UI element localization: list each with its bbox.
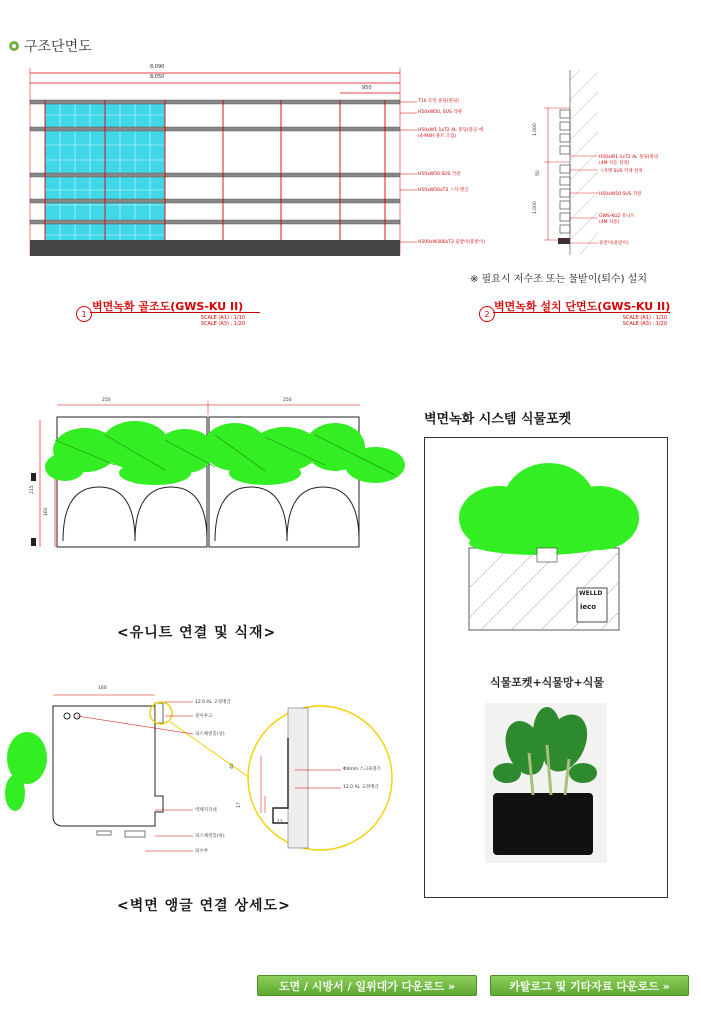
dim-h: 215: [30, 485, 35, 494]
frame-label: H200xW300xT2 물받이(물받이): [418, 240, 485, 245]
scale-a3: SCALE (A3) : 1/20: [622, 321, 667, 327]
scale-a3: SCALE (A3) : 1/20: [200, 321, 245, 327]
frame-drawing: [25, 60, 465, 265]
unit-drawing: [25, 395, 410, 555]
note-text: ※ 필요시 저수조 또는 물받이(퇴수) 설치: [470, 274, 647, 285]
dim-d1: 40: [230, 763, 235, 769]
dim-overall: 8,090: [150, 64, 165, 70]
angle-caption: <벽면 앵글 연결 상세도>: [117, 898, 291, 914]
angle-label: 피스체결홀(상): [195, 732, 225, 737]
dim-w2: 250: [283, 398, 292, 403]
download-drawings-button[interactable]: 도면 / 시방서 / 일위대가 다운로드 »: [257, 975, 477, 996]
angle-label: 퇴수부: [195, 849, 209, 854]
frame-label: T10 측면 몰딩(몰딩): [418, 99, 459, 104]
unit-caption: <유니트 연결 및 식재>: [117, 625, 277, 641]
bullet-icon: [9, 41, 19, 51]
pocket-logo-welld: WELLD: [579, 590, 603, 597]
drawing-title-1: 벽면녹화 골조도(GWS-KU II): [92, 300, 244, 313]
angle-drawing: [5, 678, 415, 868]
dim-mid: 50: [536, 170, 541, 176]
pocket-drawing: [439, 448, 639, 633]
pocket-logo-ieco: ieco: [580, 603, 597, 611]
drawing-title-2: 벽면녹화 설치 단면도(GWS-KU II): [494, 300, 671, 313]
dim-top: 1,000: [533, 123, 538, 136]
frame-label: H50xW50 SUS 각관: [418, 172, 461, 177]
dim-d3: 11: [277, 820, 283, 825]
scale-a1: SCALE (A1) : 1/10: [200, 315, 245, 321]
section-title: 구조단면도: [24, 39, 92, 55]
dim-w: 160: [98, 686, 107, 691]
dim-bottom: 1,000: [533, 201, 538, 214]
pocket-panel: [424, 437, 668, 898]
section-header: [9, 36, 92, 56]
frame-label: H50xW50xT3 ㄱ자 앵글: [418, 188, 469, 193]
section-label: GWS-KU2 유니트 (4M 자동): [599, 214, 635, 225]
dim-h2: 160: [44, 507, 49, 516]
angle-label: 피스체결홀(하): [195, 834, 225, 839]
angle-label: 12.0 AL 고정앵글: [343, 785, 379, 790]
frame-label: H50xW50, SUS 각관: [418, 110, 462, 115]
angle-label: 벽체지지대: [195, 808, 217, 813]
section-label: H50xW1.1xT2 AL 몰딩(몰딩 (4M 자동 설치): [599, 155, 659, 166]
pocket-title: 벽면녹화 시스템 식물포켓: [424, 412, 572, 427]
section-label: ㄱ자앵 SUS 각재 설치: [599, 169, 643, 174]
pocket-photo: [485, 703, 607, 863]
frame-label: H50xW1.1xT2 AL 몰딩(몰딩 에 (4-M4H 볼트 조립): [418, 128, 484, 139]
section-label: H50xW50 SUS 각관: [599, 192, 642, 197]
drawing-number-1: 1: [76, 306, 92, 322]
scale-a1: SCALE (A1) : 1/10: [622, 315, 667, 321]
pocket-caption: 식물포켓+식물망+식물: [489, 676, 605, 689]
angle-label: 걸이후크: [195, 714, 213, 719]
drawing-number-2: 2: [479, 306, 495, 322]
dim-d2: 17: [237, 802, 242, 808]
download-catalog-button[interactable]: 카탈로그 및 기타자료 다운로드 »: [490, 975, 689, 996]
dim-module: 950: [362, 85, 372, 91]
dim-w1: 250: [102, 398, 111, 403]
dim-inner: 8,050: [150, 74, 165, 80]
angle-label: Φ4mm 스크류볼트: [343, 767, 382, 772]
angle-label: 12.0 AL 고정앵글: [195, 700, 231, 705]
section-label: 물받이(물받이): [599, 241, 629, 246]
